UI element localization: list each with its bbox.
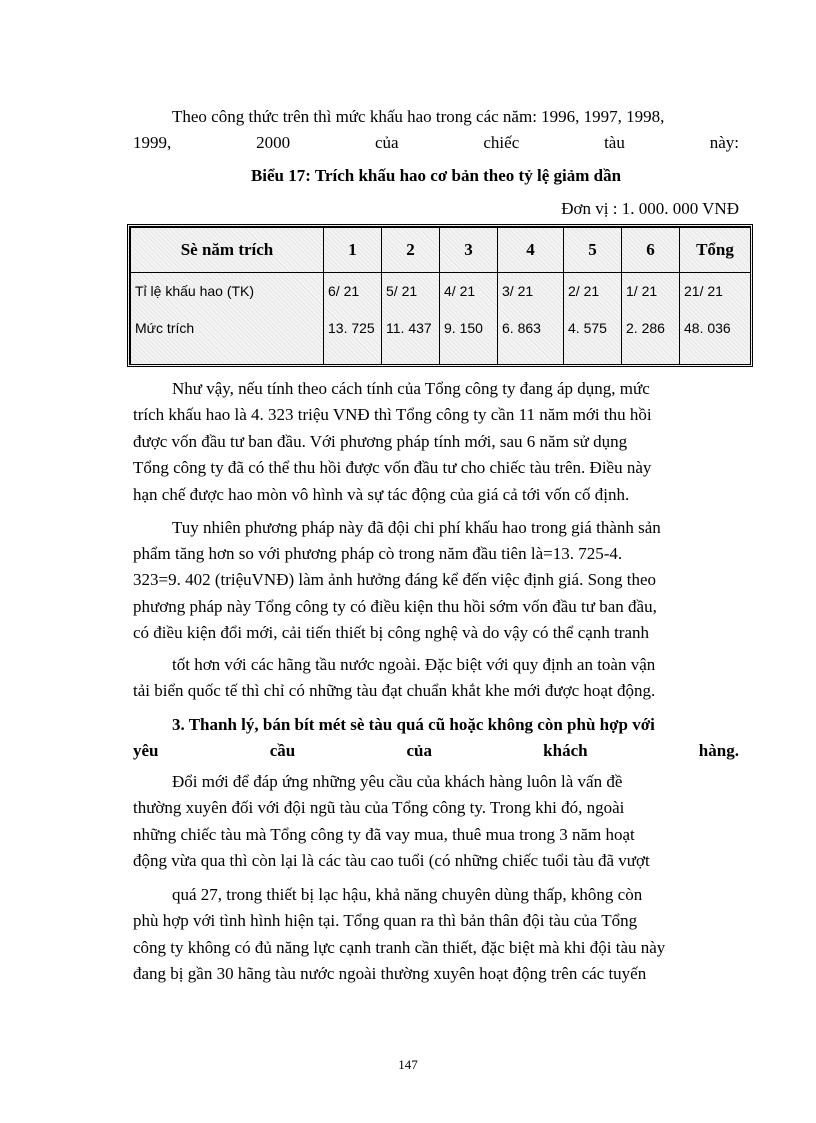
para3-line: Đổi mới để đáp ứng những yêu cầu của khách hàng luôn là vấn đề bbox=[172, 772, 623, 791]
header-cell: 3 bbox=[440, 228, 498, 273]
para1-line: Như vậy, nếu tính theo cách tính của Tổng công ty đang áp dụng, mức bbox=[172, 379, 650, 398]
intro-line-1: Theo công thức trên thì mức khấu hao trong các năm: 1996, 1997, 1998, bbox=[172, 107, 665, 126]
table-cell: 21/ 21 bbox=[680, 273, 751, 308]
table-row bbox=[131, 307, 751, 364]
para1-line: trích khấu hao là 4. 323 triệu VNĐ thì Tổng công ty cần 11 năm mới thu hồi bbox=[133, 405, 652, 424]
intro-word: 1999, bbox=[133, 133, 172, 152]
header-cell: Sè năm trích bbox=[131, 228, 324, 273]
row-label: Tỉ lệ khấu hao (TK) bbox=[131, 273, 324, 308]
intro-word: chiếc bbox=[483, 133, 520, 152]
page-number: 147 bbox=[398, 1057, 418, 1072]
intro-word: của bbox=[374, 133, 399, 152]
table-cell: 6/ 21 bbox=[324, 273, 382, 308]
table-cell: 3/ 21 bbox=[498, 273, 564, 308]
para2-line: tải biển quốc tế thì chỉ có những tàu đạt chuẩn khắt khe mới được hoạt động. bbox=[133, 681, 656, 700]
table-cell: 5/ 21 bbox=[382, 273, 440, 308]
table-cell: 1/ 21 bbox=[622, 273, 680, 308]
para3-line: thường xuyên đối với đội ngũ tàu của Tổng công ty. Trong khi đó, ngoài bbox=[133, 798, 625, 817]
para3-line: những chiếc tàu mà Tổng công ty đã vay mua, thuê mua trong 3 năm hoạt bbox=[133, 825, 635, 844]
para2-line: Tuy nhiên phương pháp này đã đội chi phí khấu hao trong giá thành sản bbox=[172, 518, 661, 537]
para2-line: phương pháp này Tổng công ty có điều kiện thu hồi sớm vốn đầu tư ban đầu, bbox=[133, 597, 657, 616]
table-cell: 11. 437 bbox=[382, 307, 440, 364]
section-heading: 3. Thanh lý, bán bít mét sè tàu quá cũ hoặc không còn phù hợp với bbox=[172, 715, 655, 734]
header-cell: Tổng bbox=[680, 228, 751, 273]
para2-line: 323=9. 402 (triệuVNĐ) làm ảnh hưởng đáng kể đến việc định giá. Song theo bbox=[133, 570, 657, 589]
header-cell: 5 bbox=[564, 228, 622, 273]
intro-line-2 bbox=[133, 132, 739, 154]
table-cell: 9. 150 bbox=[440, 307, 498, 364]
heading-word: của bbox=[406, 741, 432, 760]
depreciation-table bbox=[127, 224, 753, 367]
table-cell: 4/ 21 bbox=[440, 273, 498, 308]
table-header-row bbox=[131, 228, 751, 273]
para1-line: được vốn đầu tư ban đầu. Với phương pháp tính mới, sau 6 năm sử dụng bbox=[133, 432, 628, 451]
table-cell: 48. 036 bbox=[680, 307, 751, 364]
heading-word: hàng. bbox=[698, 741, 739, 760]
para3-line: đang bị gần 30 hãng tàu nước ngoài thường xuyên hoạt động trên các tuyến bbox=[133, 964, 647, 983]
table-row bbox=[131, 273, 751, 308]
intro-word: này: bbox=[709, 133, 739, 152]
header-cell: 4 bbox=[498, 228, 564, 273]
row-label: Mức trích bbox=[131, 307, 324, 364]
heading-word: yêu bbox=[133, 741, 159, 760]
header-cell: 2 bbox=[382, 228, 440, 273]
table-cell: 6. 863 bbox=[498, 307, 564, 364]
para2-line: tốt hơn với các hãng tầu nước ngoài. Đặc biệt với quy định an toàn vận bbox=[172, 655, 656, 674]
section-heading-line-2 bbox=[133, 740, 739, 762]
table-title: Biểu 17: Trích khấu hao cơ bản theo tỷ lệ giảm dần bbox=[250, 166, 622, 185]
para1-line: Tổng công ty đã có thể thu hồi được vốn đầu tư cho chiếc tàu trên. Điều này bbox=[133, 458, 652, 477]
unit-label: Đơn vị : 1. 000. 000 VNĐ bbox=[561, 199, 739, 218]
intro-word: tàu bbox=[604, 133, 625, 152]
intro-word: 2000 bbox=[256, 133, 291, 152]
header-cell: 6 bbox=[622, 228, 680, 273]
table-cell: 13. 725 bbox=[324, 307, 382, 364]
para2-line: có điều kiện đổi mới, cải tiến thiết bị công nghệ và do vậy có thể cạnh tranh bbox=[133, 623, 650, 642]
para1-line: hạn chế được hao mòn vô hình và sự tác động của giá cả tới vốn cố định. bbox=[133, 485, 630, 504]
header-cell: 1 bbox=[324, 228, 382, 273]
table-cell: 2/ 21 bbox=[564, 273, 622, 308]
table-cell: 2. 286 bbox=[622, 307, 680, 364]
table-cell: 4. 575 bbox=[564, 307, 622, 364]
para2-line: phẩm tăng hơn so với phương pháp cò trong năm đầu tiên là=13. 725-4. bbox=[133, 544, 623, 563]
heading-word: cầu bbox=[269, 741, 296, 760]
para3-line: phù hợp với tình hình hiện tại. Tổng quan ra thì bản thân đội tàu của Tổng bbox=[133, 911, 638, 930]
heading-word: khách bbox=[543, 741, 588, 760]
para3-line: công ty không có đủ năng lực cạnh tranh cần thiết, đặc biệt mà khi đội tàu này bbox=[133, 938, 666, 957]
para3-line: quá 27, trong thiết bị lạc hậu, khả năng chuyên dùng thấp, không còn bbox=[172, 885, 643, 904]
para3-line: động vừa qua thì còn lại là các tàu cao tuổi (có những chiếc tuổi tàu đã vượt bbox=[133, 851, 650, 870]
